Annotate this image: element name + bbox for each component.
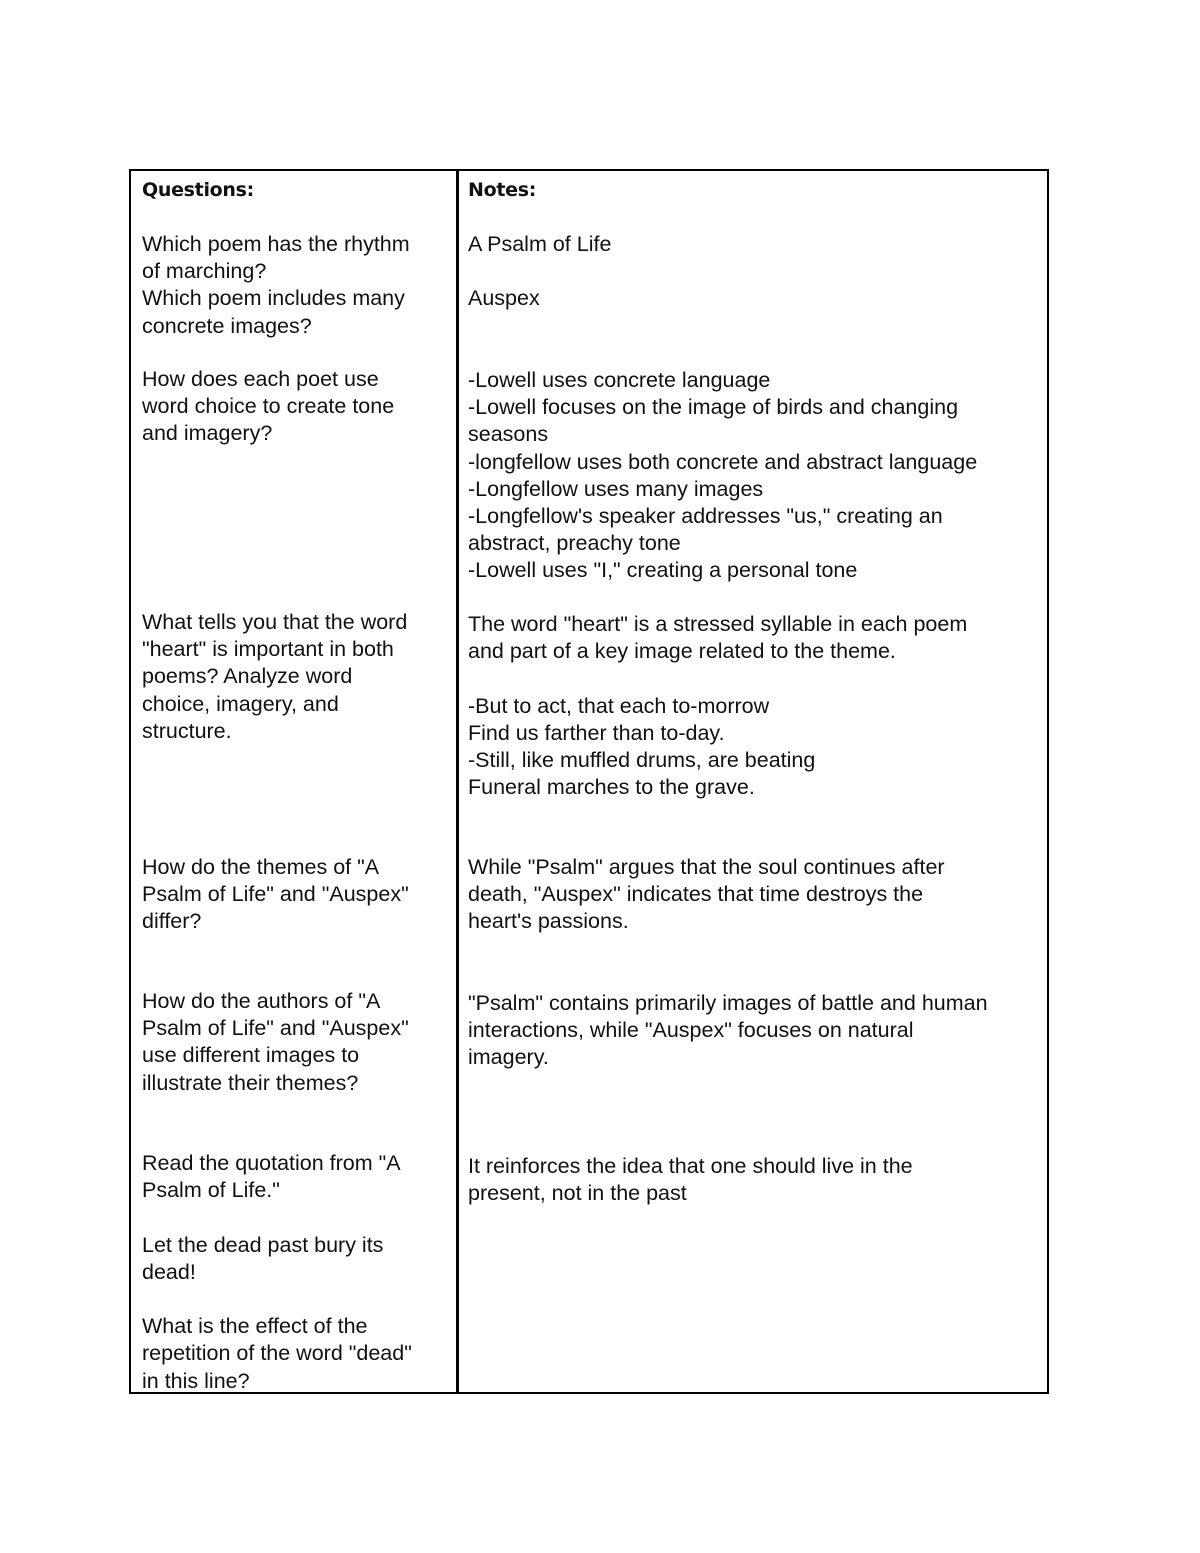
note-2: -Lowell uses concrete language -Lowell focuses on the image of birds and changing seasons -longfellow uses both concrete and abstract language -Longfellow uses many images -Longfellow's speaker addresses "us," creating an abstract, preachy tone -Lowell uses "I," creating a personal tone <box>468 368 978 583</box>
questions-column <box>131 171 459 1392</box>
note-3: The word "heart" is a stressed syllable in each poem and part of a key image related to the theme. -But to act, that each to-morrow Find us farther than to-day. -Still, like muffled drums, are beating Funeral marches to the grave. <box>468 612 968 800</box>
notes-table <box>129 169 1049 1394</box>
questions-header: Questions: <box>142 179 254 201</box>
question-2: How does each poet use word choice to create tone and imagery? <box>142 367 395 446</box>
question-4: How do the themes of "A Psalm of Life" and "Auspex" differ? <box>142 855 409 934</box>
note-1: A Psalm of Life Auspex <box>468 232 612 311</box>
note-5: "Psalm" contains primarily images of battle and human interactions, while "Auspex" focuses on natural imagery. <box>468 991 988 1070</box>
question-3: What tells you that the word "heart" is important in both poems? Analyze word choice, imagery, and structure. <box>142 610 408 743</box>
question-5: How do the authors of "A Psalm of Life" and "Auspex" use different images to illustrate their themes? <box>142 989 409 1095</box>
question-6: Read the quotation from "A Psalm of Life." Let the dead past bury its dead! What is the effect of the repetition of the word "dead" in this line? <box>142 1151 412 1393</box>
note-4: While "Psalm" argues that the soul continues after death, "Auspex" indicates that time destroys the heart's passions. <box>468 855 945 934</box>
notes-header: Notes: <box>468 179 537 201</box>
notes-column <box>459 171 1047 1392</box>
note-6: It reinforces the idea that one should live in the present, not in the past <box>468 1154 913 1206</box>
question-1: Which poem has the rhythm of marching? Which poem includes many concrete images? <box>142 232 410 338</box>
